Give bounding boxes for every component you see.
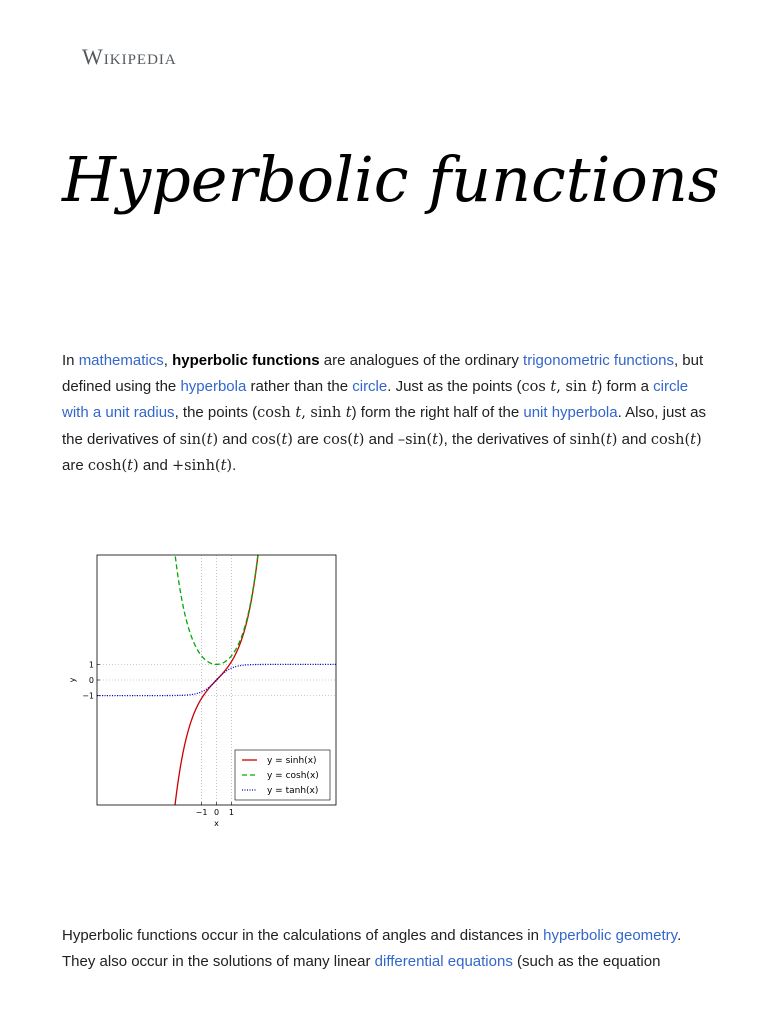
- math-neg-sin-t: [398, 432, 444, 448]
- x-tick-label: 1: [228, 808, 234, 817]
- text: ) form the right half of the: [351, 404, 524, 421]
- text: and: [218, 430, 252, 448]
- math-text: cosh(: [87, 458, 128, 474]
- math-text: ): [437, 431, 444, 448]
- intro-paragraph: [62, 348, 712, 480]
- math-cosh-t: [651, 432, 702, 448]
- link-trigonometric-functions[interactable]: trigonometric functions: [523, 352, 674, 369]
- math-var: t: [550, 378, 557, 395]
- math-cos-t-sin-t: [521, 379, 597, 395]
- math-var: t: [591, 378, 598, 395]
- y-tick-label: −1: [82, 691, 94, 701]
- math-text: cos: [521, 378, 551, 395]
- hyperbolic-functions-figure[interactable]: [62, 548, 352, 838]
- link-unit-hyperbola[interactable]: unit hyperbola: [523, 404, 618, 421]
- x-tick-label: −1: [195, 808, 208, 817]
- math-text: cos(: [251, 431, 282, 448]
- math-text: ): [287, 431, 293, 448]
- text: and: [364, 430, 398, 448]
- link-circle[interactable]: circle: [352, 377, 388, 395]
- text: ,: [163, 352, 173, 369]
- math-text: sin: [565, 378, 592, 395]
- page-title: Hyperbolic functions: [62, 143, 720, 216]
- math-text: ): [695, 431, 702, 448]
- math-cos-t: [252, 432, 293, 448]
- link-hyperbola[interactable]: hyperbola: [180, 377, 247, 395]
- math-text: sinh(: [569, 431, 606, 448]
- math-text: cosh(: [650, 431, 691, 448]
- math-var: t: [295, 405, 302, 421]
- text: , the points (: [174, 404, 258, 421]
- link-differential-equations[interactable]: differential equations: [374, 952, 513, 970]
- text: ) form a: [597, 377, 654, 395]
- link-hyperbolic-geometry[interactable]: hyperbolic geometry: [543, 927, 678, 944]
- text: rather than the: [246, 377, 353, 395]
- bold-term: hyperbolic functions: [172, 352, 320, 369]
- math-cos-t: [323, 432, 364, 448]
- text: . Just as the points (: [387, 377, 522, 395]
- x-axis-label: x: [214, 819, 219, 828]
- hyperbolic-chart: [62, 548, 352, 838]
- math-var: t: [281, 431, 288, 448]
- legend-label-tanh: y = tanh(x): [267, 786, 319, 796]
- math-sin-t: [180, 432, 219, 448]
- y-tick-label: 1: [88, 660, 94, 670]
- math-var: t: [206, 431, 213, 448]
- text: and: [138, 457, 173, 474]
- text: , but defined using the: [62, 352, 704, 395]
- math-text: sinh: [310, 405, 346, 421]
- math-pos-sinh-t: [172, 458, 232, 474]
- x-tick-label: 0: [213, 808, 220, 817]
- link-unit-circle[interactable]: circle with a unit radius: [62, 377, 689, 421]
- math-text: +sinh(: [172, 458, 221, 474]
- math-text: ): [358, 431, 365, 448]
- legend-label-sinh: y = sinh(x): [267, 756, 317, 766]
- text: are analogues of the ordinary: [319, 352, 524, 369]
- math-var: t: [345, 405, 352, 421]
- y-tick-label: 0: [88, 676, 94, 685]
- text: , the derivatives of: [443, 430, 570, 448]
- math-text: cosh: [257, 405, 296, 421]
- math-text: sin(: [179, 431, 207, 448]
- math-var: t: [432, 431, 438, 448]
- math-text: cos(: [322, 431, 353, 448]
- math-sinh-t: [570, 432, 618, 448]
- math-text: –sin(: [397, 431, 433, 448]
- text: and: [617, 430, 651, 448]
- math-text: ,: [556, 378, 566, 395]
- text: . Also, just as the derivatives of: [62, 404, 706, 448]
- second-paragraph: [62, 923, 712, 974]
- text: (such as the equation: [512, 952, 661, 970]
- math-text: ,: [301, 405, 311, 421]
- text: are: [62, 457, 88, 474]
- text: In: [62, 352, 79, 369]
- math-var: t: [690, 431, 696, 448]
- math-text: ): [132, 458, 139, 474]
- text: Hyperbolic functions occur in the calculations of angles and distances in: [62, 927, 544, 944]
- math-var: t: [352, 431, 359, 448]
- math-text: ): [226, 458, 233, 474]
- y-axis-label: y: [68, 677, 77, 683]
- math-var: t: [127, 458, 133, 474]
- math-var: t: [220, 458, 227, 474]
- legend-label-cosh: y = cosh(x): [267, 771, 319, 781]
- text: .: [232, 457, 237, 474]
- math-text: ): [611, 431, 618, 448]
- text: are: [292, 430, 323, 448]
- math-var: t: [605, 431, 612, 448]
- math-cosh-t-sinh-t: [257, 405, 352, 421]
- wikipedia-logo[interactable]: Wikipedia: [82, 44, 177, 69]
- text: . They also occur in the solutions of many linear: [62, 927, 682, 970]
- math-cosh-t: [88, 458, 139, 474]
- math-text: ): [212, 431, 219, 448]
- link-mathematics[interactable]: mathematics: [78, 352, 164, 369]
